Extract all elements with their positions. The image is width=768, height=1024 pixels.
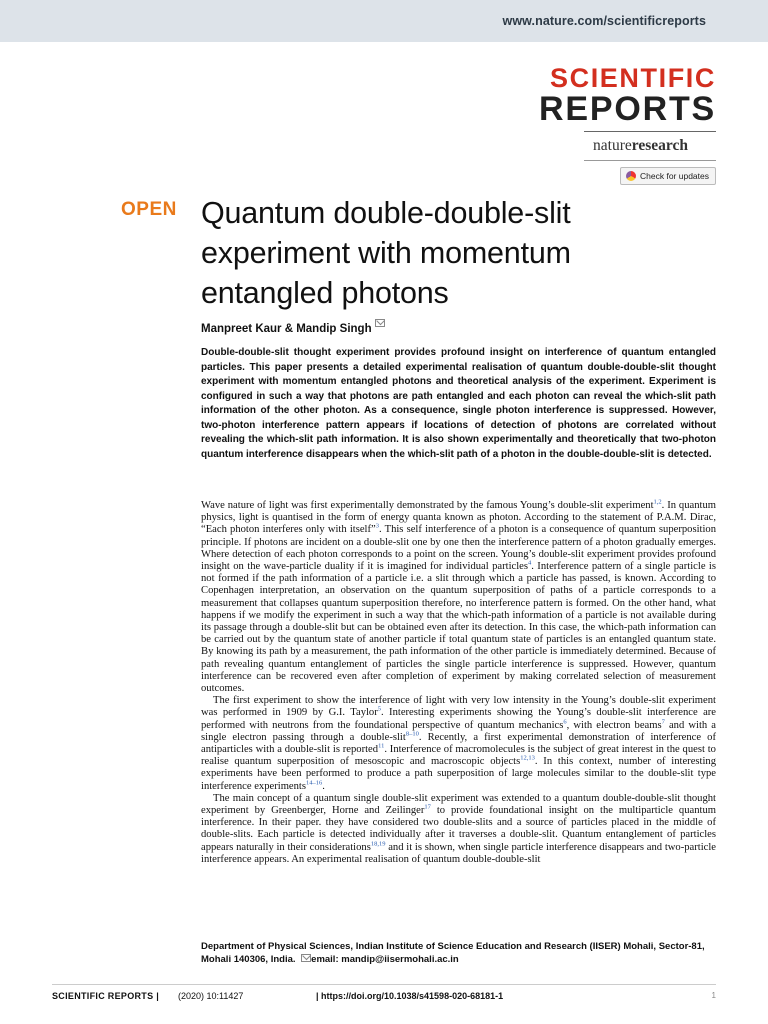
corresponding-email[interactable]: email: mandip@iisermohali.ac.in bbox=[311, 954, 459, 965]
footer-divider bbox=[52, 984, 716, 985]
affiliation-line-1: Department of Physical Sciences, Indian Institute of Science Education and Research (IISER) Mohali, Sector-81, bbox=[201, 941, 705, 952]
paragraph-1: Wave nature of light was first experimentally demonstrated by the famous Young’s double-slit experiment$^{1,2}$. In quantum physics, light is quantised in the form of energy quanta known as photon. According to the statement of P.A.M. Dirac, “Each photon interferes only with itself”$^3$. This self interference of a photon is a consequence of quantum superposition principle. If photons are incident on a double-slit one by one then the interference pattern of a photon gradually emerges. Where detection of each photon corresponds to a point on the screen. Young’s double-slit experiment provides profound insight on the wave-particle duality if it is imagined for individual particles$^4$. Interference pattern of a single particle is not formed if the path information of a particle i.e. a slit through which a particle has passed, is known. According to Copenhagen interpretation, an observation on the quantum superposition of paths of a particle corresponds to a measurement that collapses quantum superposition therefore, no interference pattern is formed. On the other hand, what happens if we modify the experiment in such a way that the which-path information of a particle is not available during its passage through a double-slit but can be obtained even after its detection. In this case, the which-path information can be carried out by the quantum state of another particle if total quantum state of particles is an entangled quantum state. By knowing its path by a measurement, the path information of the other particle is immediately determined. Because of path revealing quantum entanglement of particles the single particle interference is suppressed. However, quantum interference can be recovered even after completion of experiment by making correlated selection of measurement outcomes. bbox=[201, 498, 717, 695]
footer-volume: (2020) 10:11427 bbox=[178, 991, 244, 1001]
affiliation-line-2 bbox=[201, 953, 716, 966]
footer-page-number: 1 bbox=[711, 991, 716, 1000]
author-names: Manpreet Kaur & Mandip Singh bbox=[201, 323, 372, 335]
site-url-link[interactable]: www.nature.com/scientificreports bbox=[502, 14, 706, 28]
check-updates-label: Check for updates bbox=[640, 171, 709, 181]
abstract: Double-double-slit thought experiment provides profound insight on interference of quantum entangled particles. This paper presents a detailed experimental realisation of quantum double-double-slit thought experiment with momentum entangled photons and theoretical analysis of the experiment. Experiment is configured in such a way that photons are path entangled and each photon can reveal the which-slit path information of the other photon. As a consequence, single photon interference is suppressed. However, two-photon interference pattern appears if locations of detection of photons are correlated without revealing the which-slit path information. It is also shown experimentally and theoretically that two-photon quantum interference disappears when the which-slit path of a photon in the double-double-slit is detected. bbox=[201, 347, 716, 460]
check-for-updates-button[interactable] bbox=[620, 167, 716, 185]
nature-research-logo[interactable] bbox=[593, 137, 688, 155]
citation-ref[interactable]: 3 bbox=[375, 522, 379, 530]
envelope-icon bbox=[301, 954, 311, 962]
logo-divider bbox=[584, 131, 716, 132]
citation-ref[interactable]: 17 bbox=[424, 803, 431, 811]
authors bbox=[201, 319, 385, 335]
envelope-icon[interactable] bbox=[375, 319, 385, 327]
footer-doi-link[interactable]: | https://doi.org/10.1038/s41598-020-68181-1 bbox=[316, 991, 504, 1001]
citation-ref[interactable]: 8–10 bbox=[405, 730, 419, 738]
logo-scientific: SCIENTIFIC bbox=[549, 63, 716, 93]
citation-ref[interactable]: 14–16 bbox=[306, 779, 323, 787]
footer-journal: SCIENTIFIC REPORTS | bbox=[52, 991, 160, 1001]
logo-reports: REPORTS bbox=[539, 90, 716, 128]
affiliation bbox=[201, 940, 716, 966]
citation-ref[interactable]: 6 bbox=[563, 718, 567, 726]
open-access-label: OPEN bbox=[121, 199, 177, 220]
citation-ref[interactable]: 5 bbox=[377, 705, 382, 713]
nature-suffix: research bbox=[631, 137, 688, 154]
logo-divider-2 bbox=[584, 160, 716, 161]
nature-prefix: nature bbox=[593, 137, 632, 154]
crossmark-icon bbox=[626, 171, 636, 181]
citation-ref[interactable]: 1,2 bbox=[653, 498, 662, 506]
citation-ref[interactable]: 18,19 bbox=[370, 840, 386, 848]
body-text bbox=[201, 500, 716, 866]
paragraph-2: The first experiment to show the interference of light with very low intensity in the Young’s double-slit experiment was performed in 1909 by G.I. Taylor$^5$. Interesting experiments showing the Young’s double-slit interference are performed with neutrons from the foundational perspective of quantum mechanics$^6$, with electron beams$^7$ and with a single electron passing through a double-slit$^{8-10}$. Recently, a first experimental demonstration of interference of antiparticles with a double-slit is reported$^{11}$. Interference of macromolecules is the subject of great interest in the quest to realise quantum superposition of mesoscopic and macroscopic objects$^{12,13}$. In this context, number of interesting experiments have been performed to produce a path superposition of large molecules similar to the double-slit type interference experiments$^{14-16}$. bbox=[201, 695, 717, 792]
citation-ref[interactable]: 7 bbox=[661, 718, 665, 726]
citation-ref[interactable]: 4 bbox=[528, 559, 532, 567]
page-footer bbox=[52, 991, 716, 1005]
journal-logo[interactable] bbox=[539, 64, 716, 126]
citation-ref[interactable]: 12,13 bbox=[520, 754, 535, 762]
affiliation-address: Mohali 140306, India. bbox=[201, 954, 296, 965]
paper-title: Quantum double-double-slit experiment with momentum entangled photons bbox=[201, 196, 571, 310]
top-bar bbox=[0, 0, 768, 42]
paragraph-3: The main concept of a quantum single double-slit experiment was extended to a quantum double-double-slit thought experiment by Greenberger, Horne and Zeilinger$^{17}$ to provide foundational insight on the multiparticle quantum interference. In their paper. they have considered two double-slits and a source of particles placed in the middle of double-slits. Each particle is detected individually after it traverses a double-slit. Quantum entanglement of particles appears naturally in their considerations$^{18,19}$ and it is shown, when single particle interference disappears and two-particle interference appears. An experimental realisation of quantum double-double-slit bbox=[201, 792, 717, 865]
citation-ref[interactable]: 11 bbox=[378, 742, 385, 750]
